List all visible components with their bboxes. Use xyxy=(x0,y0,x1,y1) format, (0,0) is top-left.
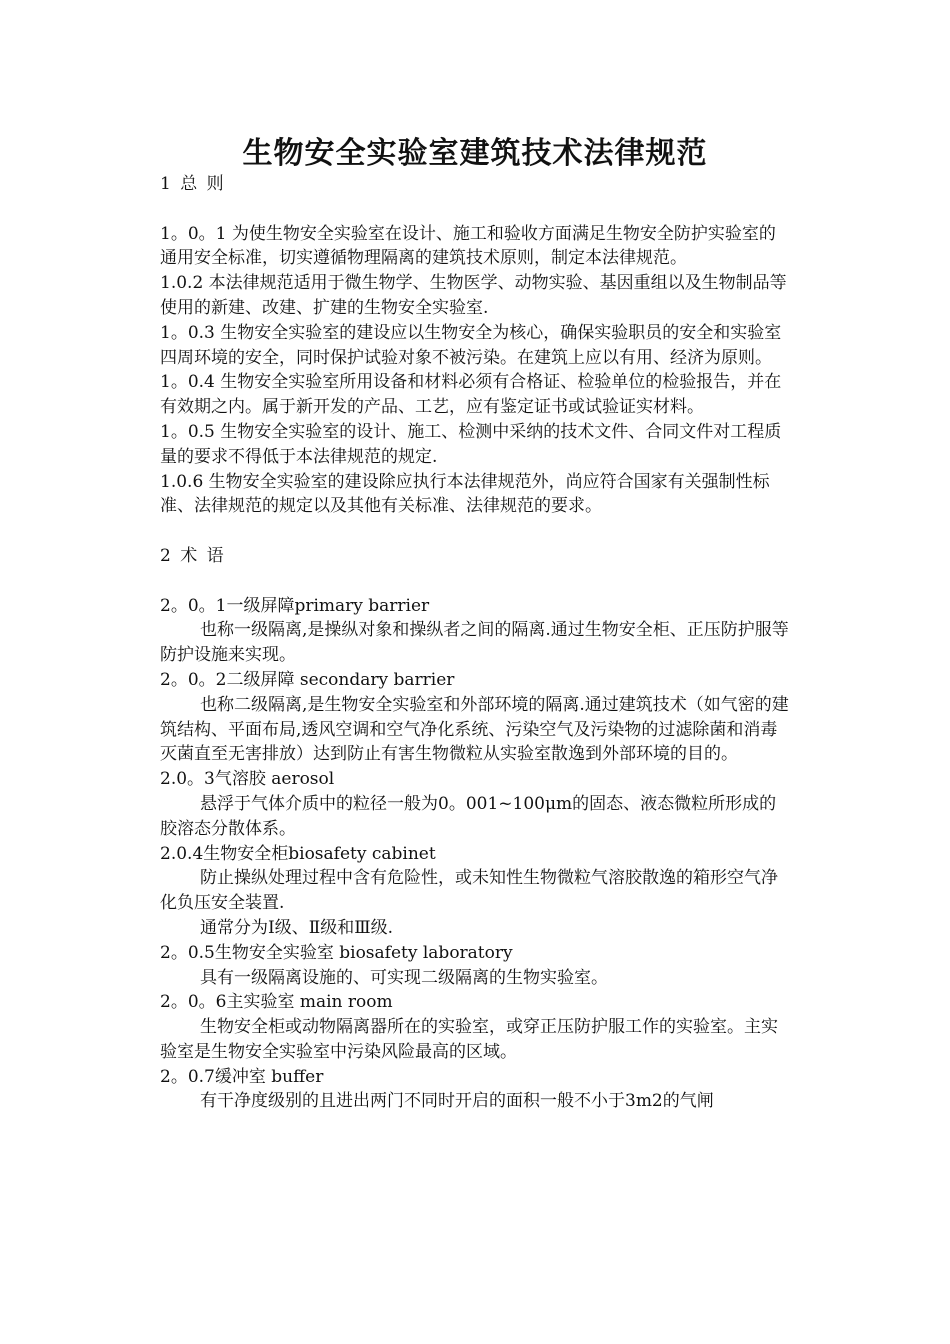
term-title: 2。0.7缓冲室 buffer xyxy=(160,1066,324,1087)
term-title: 2。0。6主实验室 main room xyxy=(160,992,393,1013)
clause-1-0-5: 1。0.5 生物安全实验室的设计、施工、检测中采纳的技术文件、合同文件对工程质量的要求不得低于本法律规范的规定. xyxy=(160,421,782,467)
term-definition: 也称二级隔离,是生物安全实验室和外部环境的隔离.通过建筑技术（如气密的建筑结构、平面布局,透风空调和空气净化系统、污染空气及污染物的过滤除菌和消毒灭菌直至无害排放）达到防止有害生物微粒从实验室散逸到外部环境的目的。 xyxy=(160,694,789,765)
section-heading-terms: 2 术 语 xyxy=(160,545,226,566)
spacer xyxy=(160,519,790,544)
section-heading-general: 1 总 则 xyxy=(160,174,226,194)
term-definition: 具有一级隔离设施的、可实现二级隔离的生物实验室。 xyxy=(200,967,608,988)
clause-1-0-3: 1。0.3 生物安全实验室的建设应以生物安全为核心，确保实验职员的安全和实验室四周环境的安全，同时保护试验对象不被污染。在建筑上应以有用、经济为原则。 xyxy=(160,322,782,368)
term-title: 2。0。1一级屏障primary barrier xyxy=(160,595,430,616)
term-title: 2。0.5生物安全实验室 biosafety laboratory xyxy=(160,942,513,963)
term-definition: 防止操纵处理过程中含有危险性，或未知性生物微粒气溶胶散逸的箱形空气净化负压安全装置. xyxy=(160,868,778,914)
term-title: 2。0。2二级屏障 secondary barrier xyxy=(160,669,455,690)
term-title: 2.0.4生物安全柜biosafety cabinet xyxy=(160,843,436,864)
term-definition: 悬浮于气体介质中的粒径一般为0。001~100μm的固态、液态微粒所形成的胶溶态分散体系。 xyxy=(160,793,777,839)
term-definition: 生物安全柜或动物隔离器所在的实验室，或穿正压防护服工作的实验室。主实验室是生物安全实验室中污染风险最高的区域。 xyxy=(160,1017,778,1062)
clause-1-0-6: 1.0.6 生物安全实验室的建设除应执行本法律规范外，尚应符合国家有关强制性标准、法律规范的规定以及其他有关标准、法律规范的要求。 xyxy=(160,471,770,517)
document-body xyxy=(160,172,790,1114)
term-title: 2.0。3气溶胶 aerosol xyxy=(160,769,335,790)
term-note: 通常分为Ⅰ级、Ⅱ级和Ⅲ级. xyxy=(200,917,394,938)
term-definition: 有干净度级别的且进出两门不同时开启的面积一般不小于3m2的气闸 xyxy=(200,1091,714,1112)
spacer xyxy=(160,569,790,594)
clause-1-0-4: 1。0.4 生物安全实验室所用设备和材料必须有合格证、检验单位的检验报告，并在有效期之内。属于新开发的产品、工艺，应有鉴定证书或试验证实材料。 xyxy=(160,372,782,418)
clause-1-0-1: 1。0。1 为使生物安全实验室在设计、施工和验收方面满足生物安全防护实验室的通用安全标准，切实遵循物理隔离的建筑技术原则，制定本法律规范。 xyxy=(160,223,776,269)
clause-1-0-2: 1.0.2 本法律规范适用于微生物学、生物医学、动物实验、基因重组以及生物制品等使用的新建、改建、扩建的生物安全实验室. xyxy=(160,273,787,318)
term-definition: 也称一级隔离,是操纵对象和操纵者之间的隔离.通过生物安全柜、正压防护服等防护设施来实现。 xyxy=(160,620,789,666)
document-title: 生物安全实验室建筑技术法律规范 xyxy=(242,136,708,171)
spacer xyxy=(160,197,790,222)
